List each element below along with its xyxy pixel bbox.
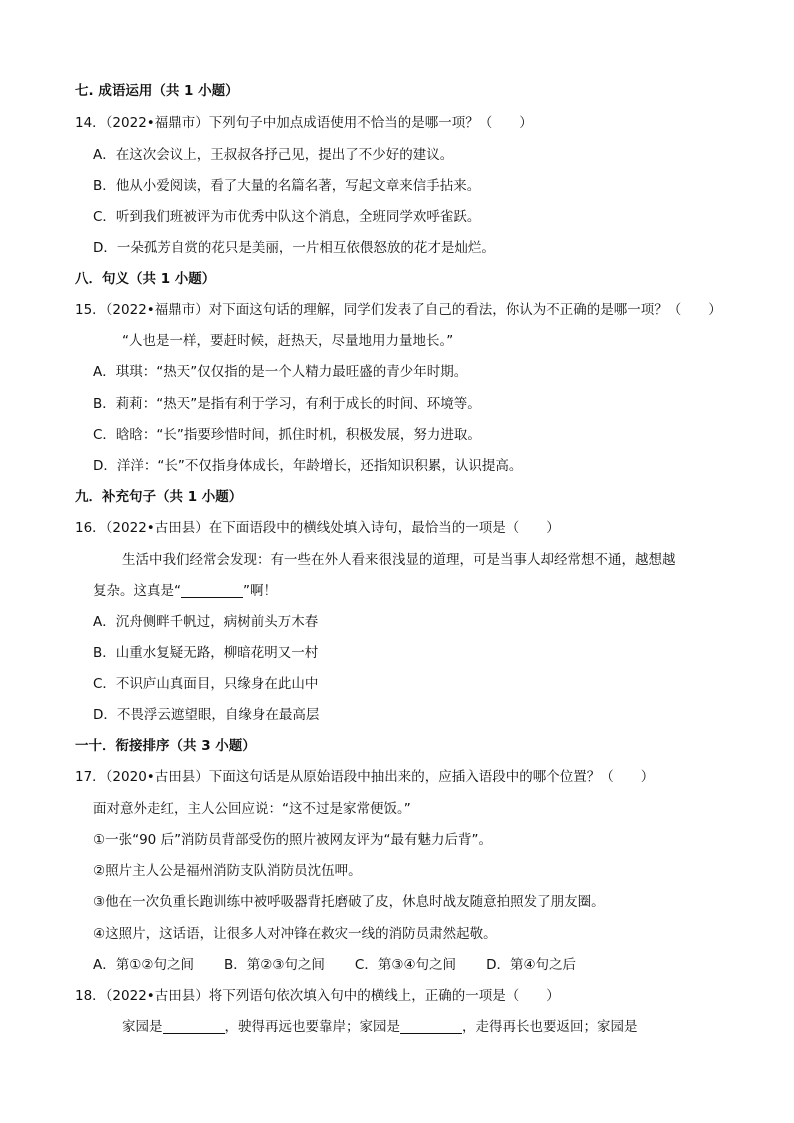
- option-a: A．第①②句之间: [93, 957, 194, 973]
- option-b: B．山重水复疑无路，柳暗花明又一村: [93, 645, 319, 661]
- passage-text: 复杂。这真是“: [93, 583, 181, 599]
- answer-blank: [400, 1019, 462, 1034]
- passage-line: [122, 1018, 638, 1036]
- question-stem: 16．（2022•古田县）在下面语段中的横线处填入诗句，最恰当的一项是（ ）: [75, 520, 560, 536]
- option-a: A．琪琪：“热天”仅仅指的是一个人精力最旺盛的青少年时期。: [93, 364, 468, 380]
- option-d: D．一朵孤芳自赏的花只是美丽，一片相互依偎怒放的花才是灿烂。: [93, 240, 495, 256]
- question-stem: 15．（2022•福鼎市）对下面这句话的理解，同学们发表了自己的看法，你认为不正确的是哪一项？（ ）: [75, 302, 722, 318]
- passage-text: ，走得再长也要返回；家园是: [462, 1019, 638, 1035]
- options-row: [93, 956, 606, 974]
- answer-blank: [163, 1019, 225, 1034]
- option-b: B．莉莉：“热天”是指有利于学习，有利于成长的时间、环境等。: [93, 396, 481, 412]
- answer-blank: [181, 583, 243, 598]
- passage-text: ，驶得再远也要靠岸；家园是: [224, 1019, 400, 1035]
- question-stem: 18．（2022•古田县）将下列语句依次填入句中的横线上，正确的一项是（ ）: [75, 988, 560, 1004]
- question-stem: 17．（2020•古田县）下面这句话是从原始语段中抽出来的，应插入语段中的哪个位置？（ ）: [75, 769, 655, 785]
- passage-sentence-4: ④这照片，这话语，让很多人对冲锋在救灾一线的消防员肃然起敬。: [93, 926, 497, 942]
- passage-text: ”啊！: [243, 583, 277, 599]
- section-heading: 一十．衔接排序（共 3 小题）: [75, 738, 256, 754]
- passage-sentence-1: ①一张“90 后”消防员背部受伤的照片被网友评为“最有魅力后背”。: [93, 832, 493, 848]
- option-d: D．不畏浮云遮望眼，自缘身在最高层: [93, 707, 320, 723]
- option-c: C．晗晗：“长”指要珍惜时间，抓住时机，积极发展，努力进取。: [93, 427, 481, 443]
- option-d: D．第④句之后: [486, 957, 577, 973]
- quoted-sentence: “人也是一样，要赶时候，赶热天，尽量地用力量地长。”: [122, 333, 454, 349]
- option-a: A．在这次会议上，王叔叔各抒己见，提出了不少好的建议。: [93, 147, 454, 163]
- option-b: B．他从小爱阅读，看了大量的名篇名著，写起文章来信手拈来。: [93, 178, 481, 194]
- section-heading: 九．补充句子（共 1 小题）: [75, 489, 243, 505]
- option-b: B．第②③句之间: [223, 957, 325, 973]
- option-c: C．不识庐山真面目，只缘身在此山中: [93, 676, 319, 692]
- option-a: A．沉舟侧畔千帆过，病树前头万木春: [93, 614, 319, 630]
- section-heading: 八．句义（共 1 小题）: [75, 271, 216, 287]
- passage-line: 生活中我们经常会发现：有一些在外人看来很浅显的道理，可是当事人却经常想不通，越想越: [122, 552, 676, 568]
- option-c: C．第③④句之间: [354, 957, 457, 973]
- passage-sentence-3: ③他在一次负重长跑训练中被呼吸器背托磨破了皮，休息时战友随意拍照发了朋友圈。: [93, 894, 605, 910]
- passage-sentence-2: ②照片主人公是福州消防支队消防员沈伍呷。: [93, 863, 362, 879]
- section-heading: 七. 成语运用（共 1 小题）: [75, 83, 239, 99]
- extracted-sentence: 面对意外走红，主人公回应说：“这不过是家常便饭。”: [93, 801, 411, 817]
- option-d: D．洋洋：“长”不仅指身体成长，年龄增长，还指知识积累，认识提高。: [93, 458, 523, 474]
- question-stem: 14．（2022•福鼎市）下列句子中加点成语使用不恰当的是哪一项？（ ）: [75, 115, 533, 131]
- passage-text: 家园是: [122, 1019, 163, 1035]
- passage-line: [93, 582, 277, 600]
- option-c: C．听到我们班被评为市优秀中队这个消息，全班同学欢呼雀跃。: [93, 209, 481, 225]
